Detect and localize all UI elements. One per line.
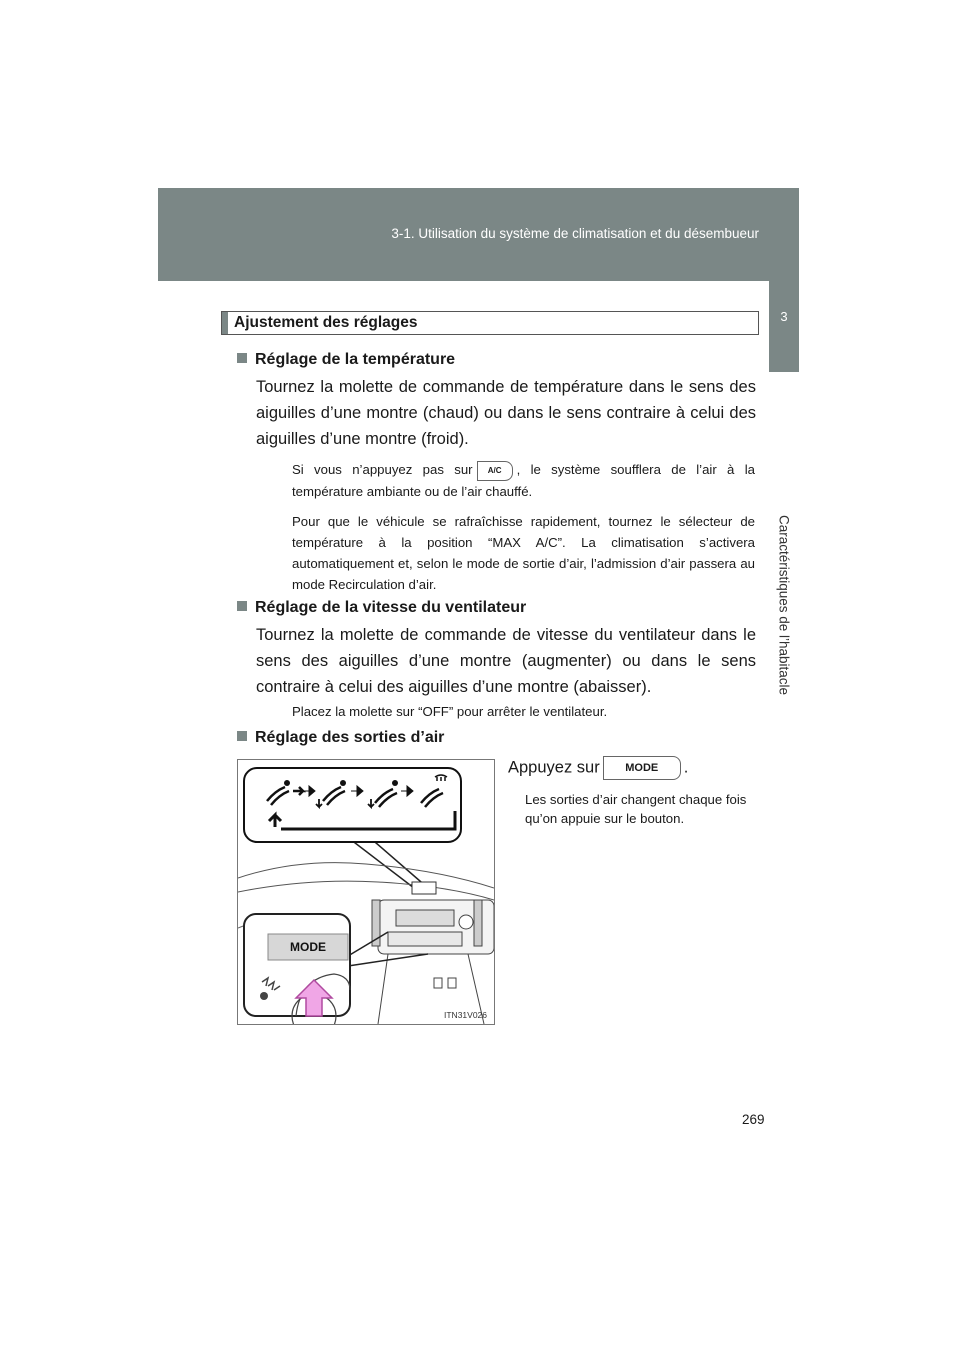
fan-body: Tournez la molette de commande de vitesse du ventilateur dans le sens des aiguilles d’une montre (augmenter) ou dans le sens contraire à celui des aiguilles d’une montre (abaisser). (256, 626, 756, 696)
ac-button-icon: A/C (477, 461, 513, 481)
mode-button-illustration (237, 759, 495, 1025)
chapter-tab (769, 281, 799, 372)
outlets-heading: Réglage des sorties d’air (237, 729, 444, 747)
section-header (221, 311, 759, 335)
mode-button-icon: MODE (603, 756, 681, 780)
outlets-instruction: Appuyez sur MODE . (508, 756, 688, 780)
chapter-header (158, 188, 799, 281)
temperature-heading: Réglage de la température (237, 351, 455, 369)
figure-code: ITN31V026 (444, 1010, 487, 1020)
figure-mode-label: MODE (290, 940, 326, 954)
bullet-square-icon (237, 353, 247, 363)
chapter-number: 3 (780, 309, 788, 324)
temperature-note-max-ac: Pour que le véhicule se rafraîchisse rapidement, tournez le sélecteur de température à la position “MAX A/C”. La climatisation s’activera automatiquement et, selon le mode de sortie d’air, l’admission d’air passera au mode Recirculation d’air. (292, 514, 755, 592)
mode-sequence-panel (243, 767, 462, 843)
bullet-square-icon (237, 731, 247, 741)
section-title: Ajustement des réglages (234, 314, 418, 331)
breadcrumb: 3-1. Utilisation du système de climatisation et du désembueur (391, 226, 759, 241)
page-number: 269 (742, 1112, 765, 1127)
bullet-square-icon (237, 601, 247, 611)
temperature-note-ac: Si vous n’appuyez pas sur A/C , le système soufflera de l’air à la température ambiante ou de l’air chauffé. (292, 462, 755, 499)
outlets-note: Les sorties d’air changent chaque fois qu’on appuie sur le bouton. (525, 792, 747, 826)
chapter-side-label: Caractéristiques de l’habitacle (776, 514, 792, 696)
fan-heading: Réglage de la vitesse du ventilateur (237, 599, 526, 617)
section-marker (222, 312, 228, 334)
temperature-body: Tournez la molette de commande de température dans le sens des aiguilles d’une montre (chaud) ou dans le sens contraire à celui des aiguilles d’une montre (froid). (256, 378, 756, 448)
fan-note: Placez la molette sur “OFF” pour arrêter le ventilateur. (292, 704, 608, 719)
mode-sequence-icons (245, 769, 460, 841)
